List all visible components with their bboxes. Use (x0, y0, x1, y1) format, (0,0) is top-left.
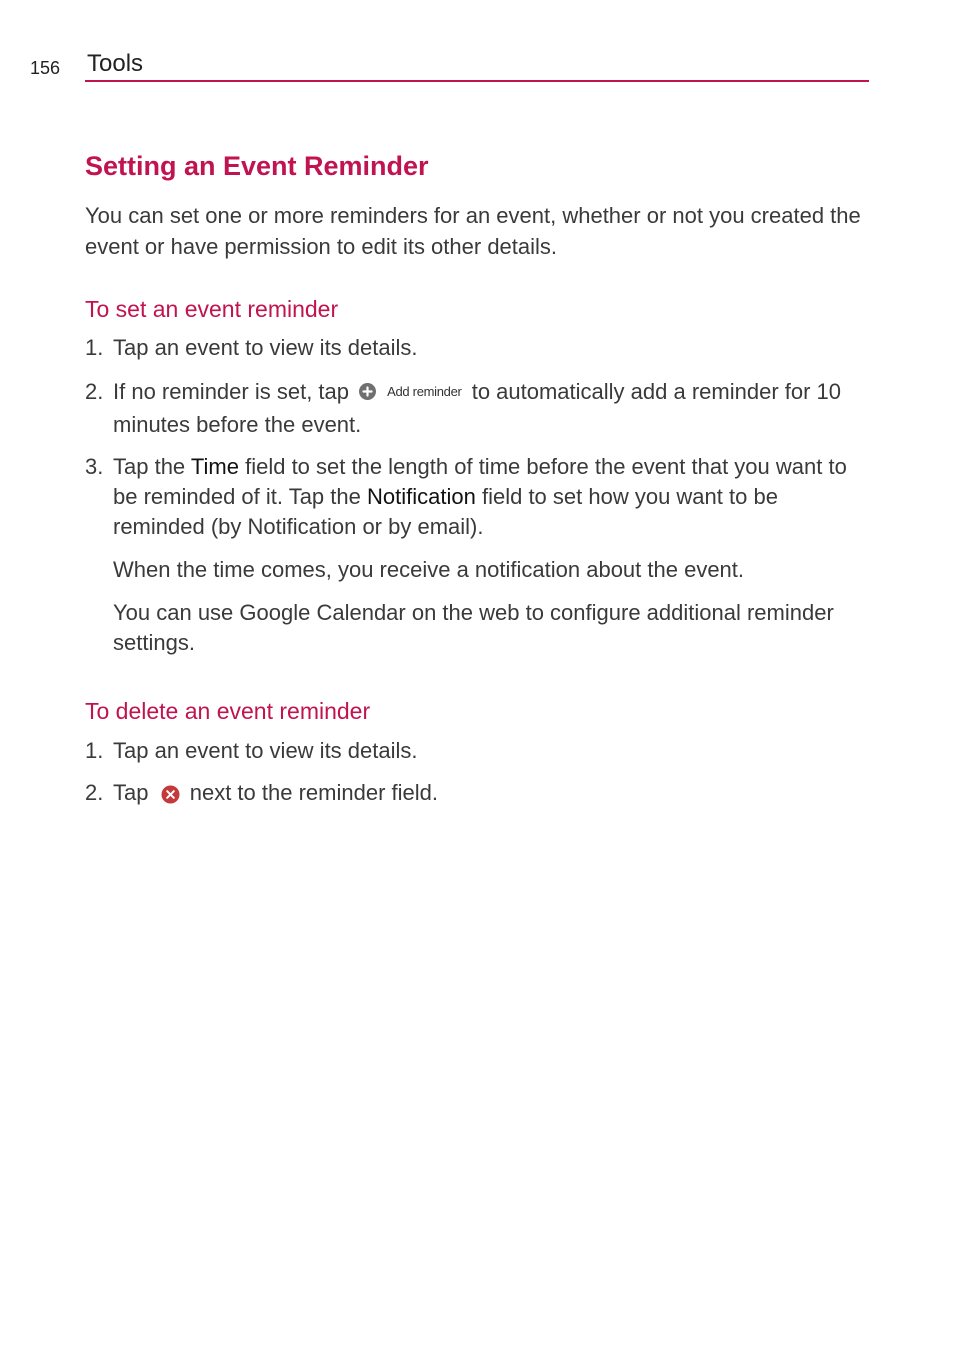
step-number: 3. (85, 453, 104, 479)
step-number: 2. (85, 779, 104, 805)
list-item (85, 778, 875, 808)
list-item (85, 452, 875, 542)
page-title: Setting an Event Reminder (85, 151, 429, 181)
delete-reminder-steps (85, 736, 875, 808)
page-header (0, 0, 954, 90)
notification-field-term: Notification (367, 483, 476, 509)
note-google-calendar: You can use Google Calendar on the web to configure additional reminder settings. (113, 599, 834, 655)
step-number: 2. (85, 379, 104, 404)
add-reminder-label: Add reminder (387, 383, 462, 399)
list-item (85, 376, 875, 440)
note-notification: When the time comes, you receive a notification about the event. (113, 556, 745, 582)
step-text: next to the reminder field. (189, 779, 438, 805)
remove-x-icon[interactable] (161, 782, 180, 801)
list-item (85, 736, 875, 766)
step-text: Tap an event to view its details. (113, 335, 418, 360)
header-divider (85, 80, 869, 82)
step-number: 1. (85, 737, 104, 763)
main-content (85, 148, 875, 808)
set-reminder-steps (85, 333, 875, 542)
list-item (85, 333, 875, 363)
add-reminder-button[interactable] (359, 376, 461, 407)
section-title: Tools (87, 50, 144, 77)
set-reminder-heading: To set an event reminder (85, 296, 339, 322)
step-text: Tap an event to view its details. (113, 737, 418, 763)
step-text: Tap the (113, 453, 186, 479)
step-text: field to set the length of time before the event that you want to be reminded of it. Tap the (113, 453, 847, 509)
intro-paragraph: You can set one or more reminders for an event, whether or not you created the event or have permission to edit its other details. (85, 203, 861, 259)
step-text: to automatically add a reminder for 10 minutes before the event. (113, 379, 842, 437)
step-text: field to set how you want to be reminded (by Notification or by email). (113, 483, 778, 539)
plus-circle-icon (359, 383, 376, 400)
page-number: 156 (30, 58, 61, 78)
step-number: 1. (85, 335, 104, 360)
delete-reminder-heading: To delete an event reminder (85, 697, 371, 724)
step-text: If no reminder is set, tap (113, 379, 349, 404)
step-text: Tap (113, 779, 149, 805)
time-field-term: Time (190, 453, 239, 479)
